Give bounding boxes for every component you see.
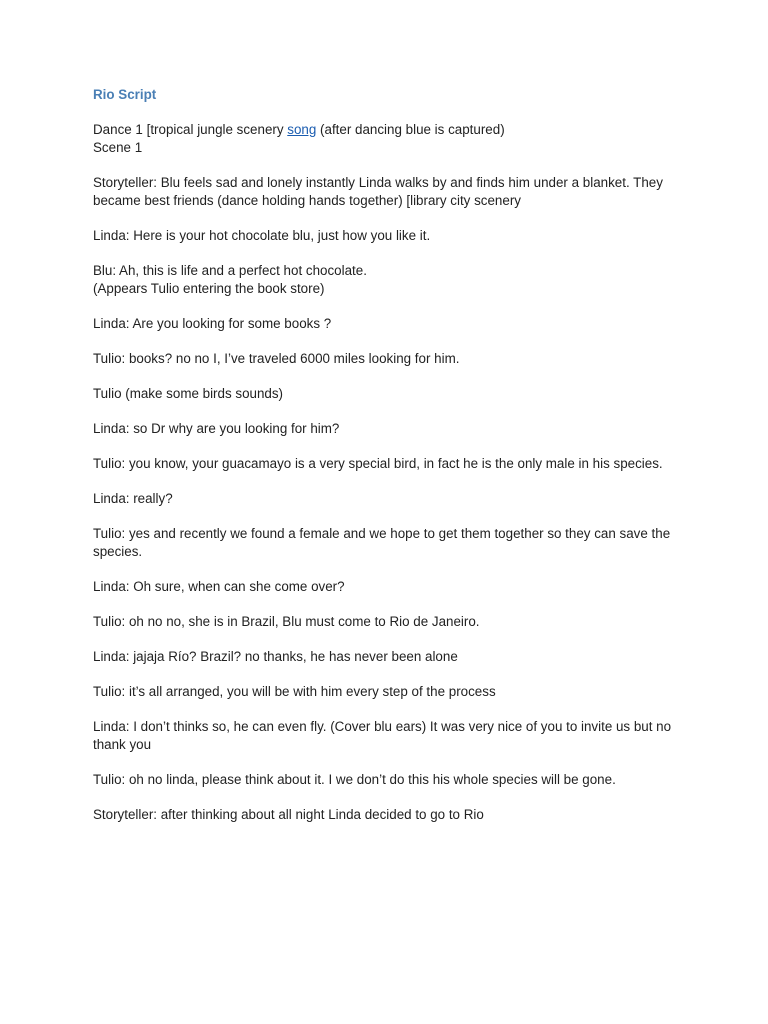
storyteller-closing: Storyteller: after thinking about all night Linda decided to go to Rio bbox=[93, 807, 484, 822]
script-document bbox=[93, 86, 693, 841]
linda-line-2: Linda: Are you looking for some books ? bbox=[93, 316, 332, 331]
dance-line-text-after: (after dancing blue is captured) bbox=[316, 122, 505, 137]
song-link[interactable]: song bbox=[287, 122, 317, 137]
blu-line-block bbox=[93, 262, 693, 298]
linda-line-3: Linda: so Dr why are you looking for him? bbox=[93, 421, 340, 436]
scene-heading: Scene 1 bbox=[93, 140, 143, 155]
storyteller-intro: Storyteller: Blu feels sad and lonely instantly Linda walks by and finds him under a blanket. They became best friends (dance holding hands together) [library city scenery bbox=[93, 175, 663, 208]
tulio-line-2: Tulio: you know, your guacamayo is a very special bird, in fact he is the only male in his species. bbox=[93, 456, 663, 471]
linda-line-5: Linda: Oh sure, when can she come over? bbox=[93, 579, 345, 594]
linda-line-4: Linda: really? bbox=[93, 491, 173, 506]
dance-line-text: Dance 1 [tropical jungle scenery bbox=[93, 122, 288, 137]
linda-line-6: Linda: jajaja Río? Brazil? no thanks, he has never been alone bbox=[93, 649, 458, 664]
blu-line: Blu: Ah, this is life and a perfect hot chocolate. bbox=[93, 263, 367, 278]
tulio-direction: Tulio (make some birds sounds) bbox=[93, 386, 284, 401]
tulio-line-4: Tulio: oh no no, she is in Brazil, Blu must come to Rio de Janeiro. bbox=[93, 614, 480, 629]
document-title: Rio Script bbox=[93, 87, 157, 102]
linda-line-7: Linda: I don’t thinks so, he can even fly. (Cover blu ears) It was very nice of you to invite us but no thank you bbox=[93, 719, 672, 752]
tulio-line-3: Tulio: yes and recently we found a female and we hope to get them together so they can save the species. bbox=[93, 526, 671, 559]
tulio-line-1: Tulio: books? no no I, I’ve traveled 6000 miles looking for him. bbox=[93, 351, 460, 366]
tulio-line-5: Tulio: it’s all arranged, you will be with him every step of the process bbox=[93, 684, 496, 699]
linda-line-1: Linda: Here is your hot chocolate blu, just how you like it. bbox=[93, 228, 431, 243]
dance-scene-block bbox=[93, 121, 693, 157]
tulio-line-6: Tulio: oh no linda, please think about it. I we don’t do this his whole species will be gone. bbox=[93, 772, 616, 787]
stage-direction: (Appears Tulio entering the book store) bbox=[93, 281, 325, 296]
